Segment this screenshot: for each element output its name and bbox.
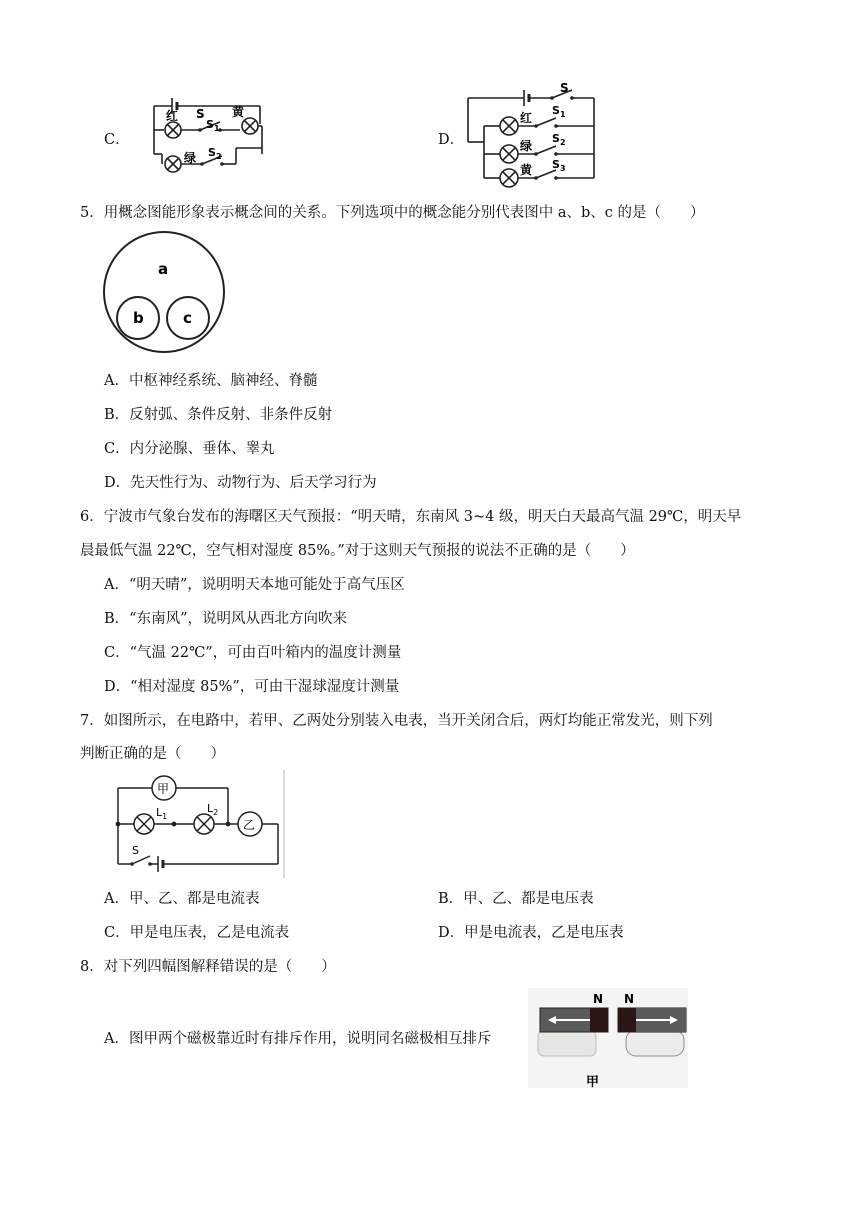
q8-north-pole-left: N	[593, 992, 604, 1006]
q7-option-b: B．甲、乙、都是电压表	[438, 891, 594, 907]
q4d-yellow-label: 黄	[520, 163, 533, 177]
q4c-yellow-label: 黄	[232, 105, 245, 119]
q4-option-c-label: C．	[104, 132, 130, 148]
q6-option-b: B．“东南风”，说明风从西北方向吹来	[104, 611, 347, 627]
q8-magnet-figure	[528, 988, 688, 1088]
q7-option-d: D．甲是电流表，乙是电压表	[438, 925, 624, 941]
q6-option-a: A．“明天晴”，说明明天本地可能处于高气压区	[104, 577, 405, 593]
q5-option-b: B．反射弧、条件反射、非条件反射	[104, 407, 333, 423]
q5-label-a: a	[158, 260, 169, 278]
q7-yi-meter-label: 乙	[243, 818, 256, 832]
q4c-red-label: 红	[166, 109, 179, 123]
q4c-s1-label: $S_1$	[206, 118, 220, 133]
q6-stem-line2: 晨最低气温 22℃，空气相对湿度 85%。”对于这则天气预报的说法不正确的是（ ）	[80, 543, 635, 559]
q4c-s-label: S	[196, 107, 205, 121]
q8-stem: 8．对下列四幅图解释错误的是（ ）	[80, 959, 336, 975]
q4d-s1-label: $S_1$	[552, 104, 566, 119]
q7-l2-label: $L_2$	[207, 802, 219, 817]
q4d-s-label: S	[560, 81, 569, 95]
q5-label-b: b	[133, 309, 144, 327]
q7-circuit	[110, 770, 290, 880]
q7-stem-line2: 判断正确的是（ ）	[80, 746, 225, 762]
q6-option-c: C．“气温 22℃”，可由百叶箱内的温度计测量	[104, 645, 402, 661]
q4-circuit-d	[464, 82, 604, 192]
q7-l1-label: $L_1$	[156, 806, 168, 821]
q7-jia-meter-label: 甲	[157, 782, 170, 796]
q5-label-c: c	[183, 309, 192, 327]
q4c-s2-label: $S_2$	[208, 146, 222, 161]
q4d-green-label: 绿	[520, 139, 533, 153]
q7-s-label: S	[132, 844, 139, 857]
q5-option-a: A．中枢神经系统、脑神经、脊髓	[104, 373, 318, 389]
q4-circuit-c	[140, 96, 280, 176]
q8-option-a: A．图甲两个磁极靠近时有排斥作用，说明同名磁极相互排斥	[104, 1031, 492, 1047]
q8-figure-caption: 甲	[586, 1075, 600, 1090]
q5-stem: 5．用概念图能形象表示概念间的关系。下列选项中的概念能分别代表图中 a、b、c 的是（ ）	[80, 205, 705, 221]
q5-concept-diagram	[102, 230, 232, 358]
q4-option-d-label: D．	[438, 132, 465, 148]
q5-option-d: D．先天性行为、动物行为、后天学习行为	[104, 475, 377, 491]
q4d-red-label: 红	[520, 111, 533, 125]
q4d-s3-label: $S_3$	[552, 158, 566, 173]
q8-north-pole-right: N	[624, 992, 635, 1006]
q4c-green-label: 绿	[184, 151, 197, 165]
q6-stem-line1: 6．宁波市气象台发布的海曙区天气预报：“明天晴，东南风 3~4 级，明天白天最高气温 29℃，明天早	[80, 509, 742, 525]
q5-option-c: C．内分泌腺、垂体、睾丸	[104, 441, 275, 457]
q7-stem-line1: 7．如图所示，在电路中，若甲、乙两处分别装入电表，当开关闭合后，两灯均能正常发光，则下列	[80, 713, 713, 729]
q7-option-a: A．甲、乙、都是电流表	[104, 891, 260, 907]
q7-option-c: C．甲是电压表，乙是电流表	[104, 925, 290, 941]
q6-option-d: D．“相对湿度 85%”，可由干湿球湿度计测量	[104, 679, 400, 695]
q4d-s2-label: $S_2$	[552, 132, 566, 147]
